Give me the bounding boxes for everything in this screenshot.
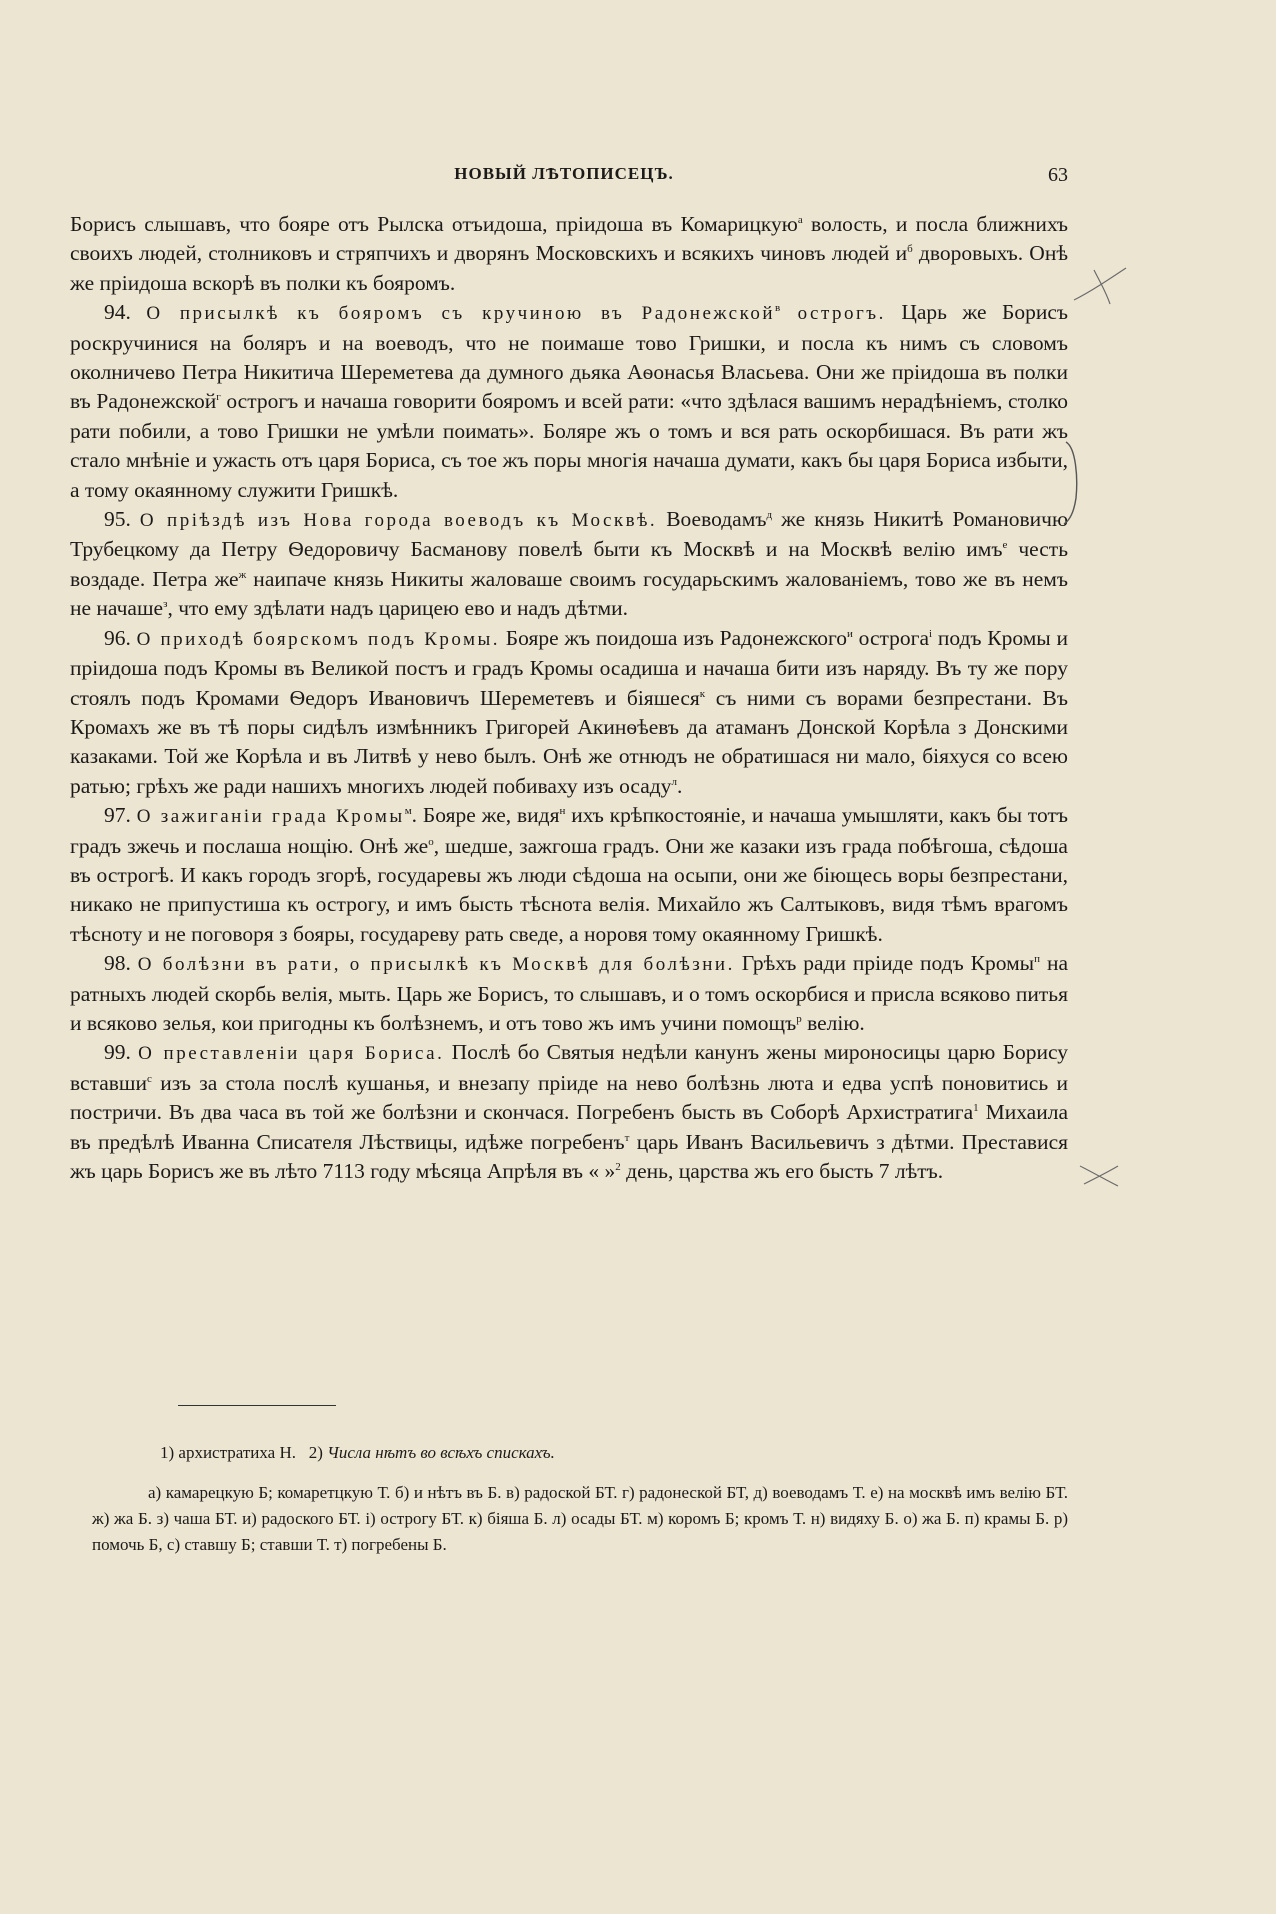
footnotes bbox=[92, 1440, 1068, 1558]
footnote-numbered: 1) архистратиха Н. 2) Числа нѣтъ во всѣхъ спискахъ. bbox=[160, 1443, 555, 1462]
section-97: 97. О зажиганіи града Кромы$^м$. Бояре же, видя$^н$ ихъ крѣпкостояніе, и начаша умышляти, какъ бы тотъ градъ зжечь и послаша нощію. Онѣ $же^о$, шедше, зажгоша градъ. Они же казаки изъ града побѣгоша, сѣдоша въ острогѣ. И какъ городъ згорѣ, государевы жъ люди сѣдоша на осыпи, они же біющесь воры безпрестани, никако не припустиша къ острогу, и имъ бысть тѣснота велія. Михайло жъ Салтыковъ, видя тѣмъ врагомъ тѣсноту и не поговоря з бояры, государеву рать сведе, а норовя тому окаянному Гришкѣ. bbox=[70, 803, 1069, 946]
page-header bbox=[60, 164, 1068, 194]
section-heading: О болѣзни въ рати, о присылкѣ къ Москвѣ для болѣзни. bbox=[137, 954, 735, 976]
main-text bbox=[70, 210, 1068, 1186]
section-96: 96. О приходѣ боярскомъ подъ Кромы. Бояре жъ поидоша изъ Радонежского$^и$ острога$^і$ подъ Кромы и пріидоша подъ Кромы въ Великой постъ и градъ Кромы осадиша и начаша бити изъ наряду. Въ ту же пору стоялъ подъ Кромами Ѳедоръ Ивановичъ Шереметевъ и біяшеся$^к$ съ ними съ ворами безпрестани. Въ Кромахъ же въ тѣ поры сидѣлъ измѣнникъ Григорей Акинѳѣевъ да атаманъ Донской Корѣла з Донскими казаками. Той же Корѣла и въ Литвѣ у нево былъ. Онѣ же отнюдъ не обратишася ни мало, біяхуся со всею ратью; грѣхъ же ради нашихъ многихъ людей побиваху изъ осаду$^л$. bbox=[70, 625, 1068, 798]
page-number: 63 bbox=[1048, 164, 1068, 186]
section-heading: О приходѣ боярскомъ подъ Кромы. bbox=[136, 628, 501, 650]
section-99: 99. О преставленіи царя Бориса. Послѣ бо Святыя недѣли канунъ жены мироносицы царю Борису вставши$^с$ изъ за стола послѣ кушанья, и внезапу пріиде на нево болѣзнь люта и едва успѣ поновитись и постричи. Въ два часа въ той же болѣзни и скончася. Погребенъ бысть въ Соборѣ Архистратига$^1$ Михаила въ предѣлѣ Иванна Списателя Лѣствицы, идѣже погребенъ$^т$ царь Иванъ Васильевичъ з дѣтми. Преставися жъ царь Борисъ же въ лѣто 7113 году мѣсяца Апрѣля въ « »$^2$ день, царства жъ его бысть 7 лѣтъ. bbox=[70, 1040, 1068, 1183]
section-heading: О присылкѣ къ бояромъ съ кручиною въ Радонежской bbox=[146, 303, 776, 325]
section-98: 98. О болѣзни въ рати, о присылкѣ къ Москвѣ для болѣзни. Грѣхъ ради пріиде подъ Кромы$^п$ на ратныхъ людей скорбь велія, мыть. Царь же Борисъ, то слышавъ, и о томъ оскорбися и присла всяково питья и всяково зелья, кои пригодны къ болѣзнемъ, и отъ тово жъ имъ учини помощъ$^р$ велію. bbox=[70, 951, 1068, 1035]
pencil-cross-mark-top bbox=[1070, 262, 1130, 308]
section-95: 95. О пріѣздѣ изъ Нова города воеводъ къ Москвѣ. Воеводамъ$^д$ же князь Никитѣ Романовичю Трубецкому да Петру Ѳедоровичу Басманову повелѣ быти къ Москвѣ и на Москвѣ велію имъ$^е$ честь воздаде. Петра $же^ж$ наипаче князь Никиты жаловаше своимъ государьскимъ жалованіемъ, тово же въ немъ не начаше$^з$, что ему здѣлати надъ царицею ево и надъ дѣтми. bbox=[70, 507, 1069, 621]
section-94: 94. О присылкѣ къ бояромъ съ кручиною въ Радонежской$^в$ острогъ. Царь же Борисъ роскручинися на боляръ и на воеводъ, что не поимаше тово Гришки, и посла къ нимъ съ словомъ околничево Петра Никитича Шереметева да думного дьяка Аѳонасья Власьева. Они же пріидоша въ полки въ Радонежской$^г$ острогъ и начаша говорити бояромъ и всей рати: «что здѣлася вашимъ нерадѣніемъ, столко рати побили, а тово Гришки не умѣли поимать». Боляре жъ о томъ и вся рать оскорбишася. Въ рати жъ стало мнѣніе и ужасть отъ царя Бориса, съ тое жъ поры многія начаша думати, какъ бы царя Бориса избыти, а тому окаянному служити Гришкѣ. bbox=[70, 300, 1068, 502]
paragraph-boris: Борисъ слышавъ, что бояре отъ Рылска отъидоша, пріидоша въ Комарицкую$^а$ волость, и посла ближнихъ своихъ людей, столниковъ и стряпчихъ и дворянъ Московскихъ и всякихъ чиновъ людей $и^б$ дворовыхъ. Онѣ же пріидоша вскорѣ въ полки къ бояромъ. bbox=[70, 212, 1068, 295]
section-heading: О зажиганіи града Кромы bbox=[136, 806, 405, 828]
footnote-variants: а) камарецкую Б; комаретцкую Т. б) и нѣтъ въ Б. в) радоской БТ. г) радонеской БТ, д) воеводамъ Т. е) на москвѣ имъ велію БТ. ж) жа Б. з) чаша БТ. и) радоского БТ. і) острогу БТ. к) біяша Б. л) осады БТ. м) коромъ Б; кромъ Т. н) видяху Б. о) жа Б. п) крамы Б. р) помочь Б, с) ставшу Б; ставши Т. т) погребены Б. bbox=[92, 1483, 1068, 1554]
pencil-bracket-mark bbox=[1060, 438, 1090, 528]
running-title: НОВЫЙ ЛѢТОПИСЕЦЪ. bbox=[454, 164, 674, 183]
section-heading: О преставленіи царя Бориса. bbox=[138, 1043, 445, 1065]
pencil-cross-mark-bottom bbox=[1076, 1160, 1122, 1190]
footnote-divider bbox=[178, 1405, 336, 1406]
section-heading: О пріѣздѣ изъ Нова города воеводъ къ Москвѣ. bbox=[139, 510, 658, 532]
